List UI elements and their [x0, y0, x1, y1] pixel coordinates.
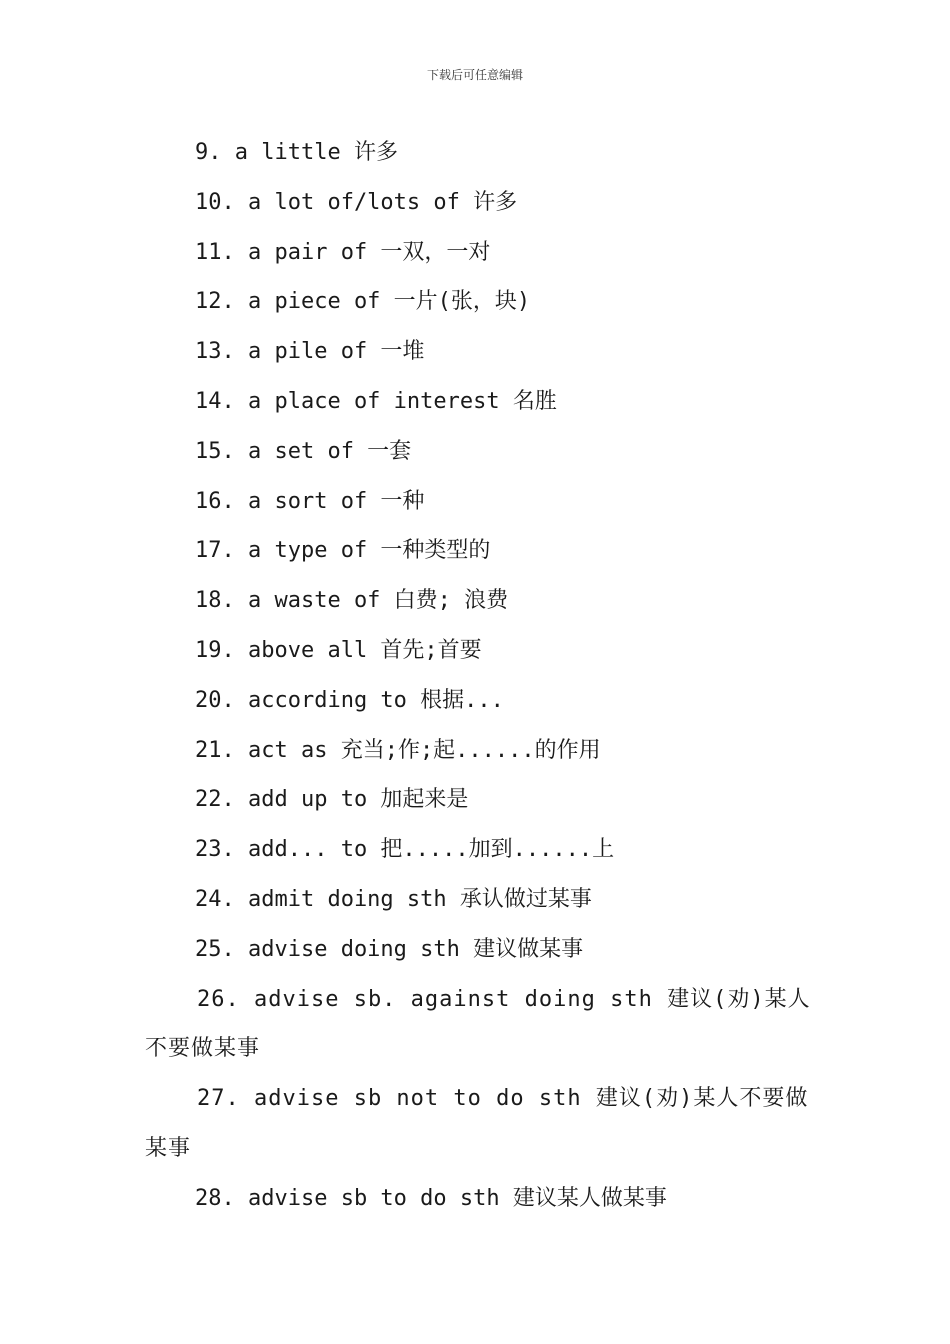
list-item: 19. above all 首先;首要	[195, 637, 482, 663]
list-item: 21. act as 充当;作;起......的作用	[195, 737, 601, 763]
phrase-list	[145, 128, 815, 1224]
list-item: 14. a place of interest 名胜	[195, 388, 557, 414]
list-item: 13. a pile of 一堆	[195, 339, 425, 365]
list-item: 26. advise sb. against doing sth 建议(劝)某人不要做某事	[145, 986, 811, 1062]
list-item: 28. advise sb to do sth 建议某人做某事	[195, 1185, 667, 1211]
list-item: 24. admit doing sth 承认做过某事	[195, 886, 592, 912]
list-item: 10. a lot of/lots of 许多	[195, 189, 518, 215]
list-item: 22. add up to 加起来是	[195, 787, 469, 813]
list-item: 9. a little 许多	[195, 140, 398, 165]
list-item: 18. a waste of 白费; 浪费	[195, 588, 509, 614]
list-item: 25. advise doing sth 建议做某事	[195, 936, 584, 962]
list-item: 12. a piece of 一片(张，块)	[195, 289, 531, 315]
list-item: 11. a pair of 一双，一对	[195, 239, 491, 265]
list-item: 17. a type of 一种类型的	[195, 538, 491, 564]
list-item: 23. add... to 把.....加到......上	[195, 837, 615, 863]
list-item: 16. a sort of 一种	[195, 488, 425, 514]
page-header: 下载后可任意编辑	[426, 68, 523, 82]
list-item: 27. advise sb not to do sth 建议(劝)某人不要做某事	[145, 1086, 809, 1161]
list-item: 20. according to 根据...	[195, 687, 504, 713]
list-item: 15. a set of 一套	[195, 438, 412, 464]
